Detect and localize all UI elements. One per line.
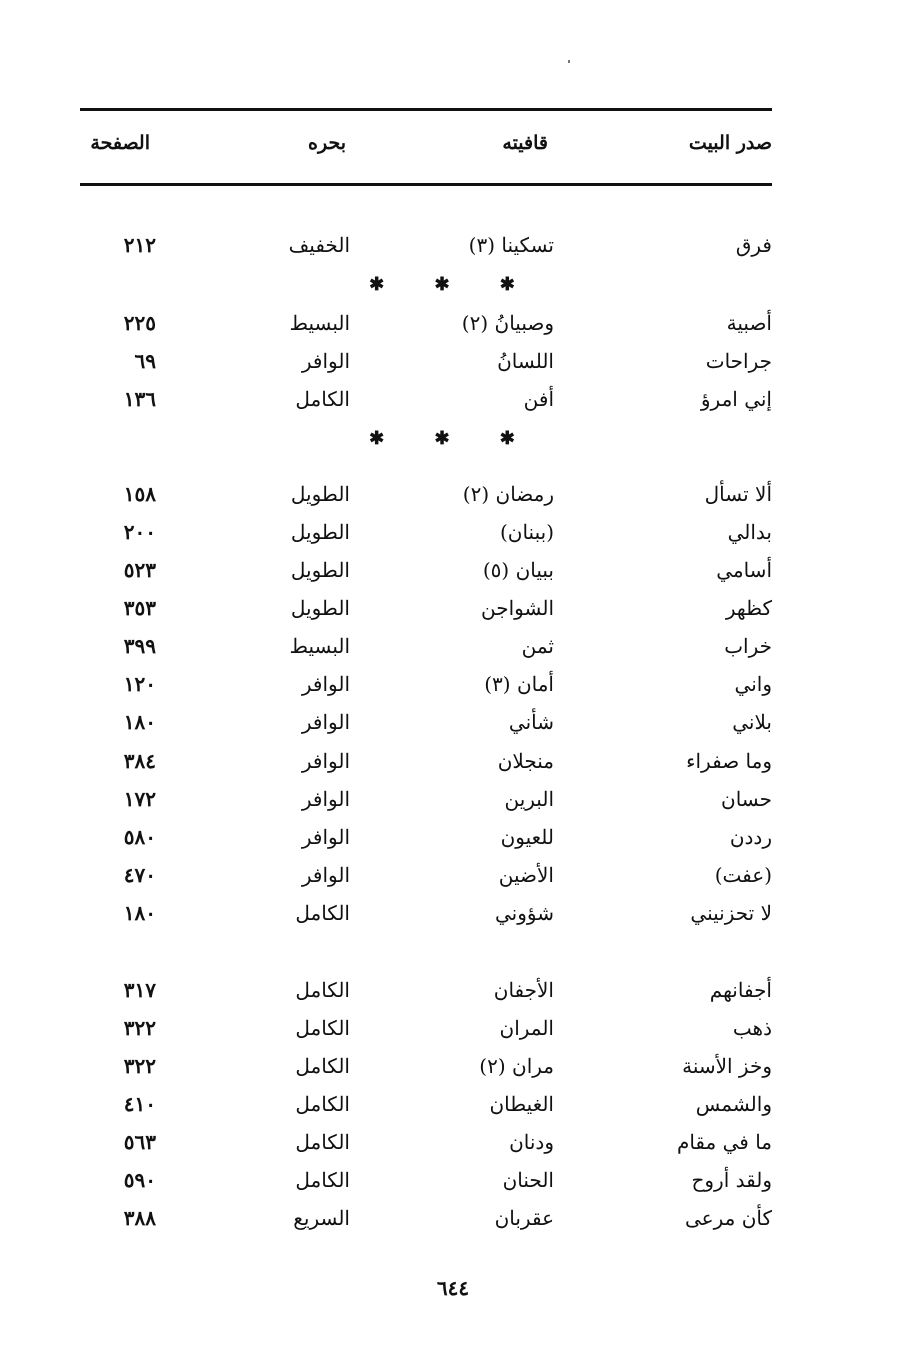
page-ref: ٣٨٨: [123, 1206, 156, 1230]
page-ref: ٥٦٣: [123, 1130, 156, 1154]
table-row: [0, 479, 906, 509]
meter: الوافر: [301, 787, 350, 811]
verse-start: فرق: [735, 233, 772, 257]
verse-start: بلاني: [732, 710, 772, 734]
page-ref: ٥٢٣: [123, 558, 156, 582]
table-row: [0, 517, 906, 547]
rhyme: ببيان (٥): [482, 558, 554, 582]
page-ref: ٤٧٠: [123, 863, 156, 887]
page-ref: ١٣٦: [123, 387, 156, 411]
rhyme: الأجفان: [493, 978, 554, 1002]
verse-start: بدالي: [727, 520, 772, 544]
verse-start: (عفت): [714, 863, 772, 887]
meter: الوافر: [301, 672, 350, 696]
table-row: [0, 308, 906, 338]
table-row: [0, 230, 906, 260]
table-row: [0, 669, 906, 699]
page-ref: ١٥٨: [123, 482, 156, 506]
verse-start: خراب: [724, 634, 772, 658]
table-row: [0, 384, 906, 414]
page-ref: ٥٨٠: [123, 825, 156, 849]
verse-start: ولقد أروح: [691, 1168, 772, 1192]
page-ref: ١٨٠: [123, 710, 156, 734]
verse-start: ما في مقام: [676, 1130, 772, 1154]
header-rule: [80, 183, 772, 186]
table-row: [0, 555, 906, 585]
table-row: [0, 822, 906, 852]
page-ref: ٣٢٢: [123, 1054, 156, 1078]
header-meter: بحره: [308, 132, 346, 154]
rhyme: الأضين: [498, 863, 554, 887]
verse-start: والشمس: [695, 1092, 772, 1116]
meter: الطويل: [290, 482, 350, 506]
verse-start: جراحات: [705, 349, 772, 373]
table-row: [0, 346, 906, 376]
rhyme: وصبيانُ (٢): [461, 311, 554, 335]
verse-start: كظهر: [725, 596, 772, 620]
verse-start: كأن مرعى: [684, 1206, 772, 1230]
header-rhyme: قافيته: [502, 132, 548, 154]
table-row: [0, 860, 906, 890]
table-row: [0, 784, 906, 814]
meter: الوافر: [301, 349, 350, 373]
rhyme: مران (٢): [479, 1054, 554, 1078]
rhyme: الشواجن: [481, 596, 554, 620]
verse-start: وما صفراء: [686, 749, 772, 773]
verse-start: ذهب: [732, 1016, 772, 1040]
page-number: ٦٤٤: [436, 1276, 470, 1300]
meter: الكامل: [295, 1092, 350, 1116]
rhyme: شؤوني: [495, 901, 554, 925]
verse-start: حسان: [721, 787, 772, 811]
meter: الوافر: [301, 710, 350, 734]
rhyme: الغيطان: [489, 1092, 554, 1116]
table-row: [0, 1203, 906, 1233]
table-row: [0, 631, 906, 661]
rhyme: رمضان (٢): [462, 482, 554, 506]
page-ref: ٦٩: [134, 349, 156, 373]
verse-start: رددن: [729, 825, 772, 849]
page-ref: ٤١٠: [123, 1092, 156, 1116]
table-header: [0, 128, 906, 164]
page-ref: ٥٩٠: [123, 1168, 156, 1192]
section-separator: ✱ ✱ ✱: [369, 428, 537, 449]
verse-start: أجفانهم: [709, 978, 772, 1002]
verse-start: أصبية: [726, 311, 772, 335]
page-ref: ٣٥٣: [123, 596, 156, 620]
rhyme: أمان (٣): [484, 672, 554, 696]
header-verse-start: صدر البيت: [688, 132, 772, 154]
meter: البسيط: [289, 634, 350, 658]
meter: الكامل: [295, 1016, 350, 1040]
verse-start: وخز الأسنة: [682, 1054, 772, 1078]
rhyme: أفن: [523, 387, 554, 411]
page-ref: ٣٢٢: [123, 1016, 156, 1040]
table-row: [0, 593, 906, 623]
table-row: [0, 1165, 906, 1195]
meter: السريع: [293, 1206, 350, 1230]
verse-start: لا تحزنيني: [690, 901, 772, 925]
rhyme: عقربان: [494, 1206, 554, 1230]
page-ref: ١٢٠: [123, 672, 156, 696]
meter: الكامل: [295, 1130, 350, 1154]
page-ref: ١٧٢: [123, 787, 156, 811]
page-ref: ٣١٧: [123, 978, 156, 1002]
table-row: [0, 975, 906, 1005]
table-row: [0, 1013, 906, 1043]
meter: الوافر: [301, 749, 350, 773]
verse-start: واني: [734, 672, 772, 696]
meter: الكامل: [295, 1168, 350, 1192]
meter: الوافر: [301, 863, 350, 887]
verse-start: إني امرؤ: [700, 387, 772, 411]
rhyme: المران: [499, 1016, 554, 1040]
print-speck: [568, 60, 570, 63]
meter: الكامل: [295, 387, 350, 411]
meter: الكامل: [295, 901, 350, 925]
page-ref: ٢٠٠: [123, 520, 156, 544]
rhyme: اللسانُ: [497, 349, 554, 373]
table-row: [0, 707, 906, 737]
table-row: [0, 1051, 906, 1081]
rhyme: البرين: [504, 787, 554, 811]
section-separator: ✱ ✱ ✱: [369, 274, 537, 295]
rhyme: شأني: [508, 710, 554, 734]
header-page: الصفحة: [90, 132, 150, 154]
rhyme: منجلان: [497, 749, 554, 773]
top-rule: [80, 108, 772, 111]
table-row: [0, 746, 906, 776]
page-ref: ٢٢٥: [123, 311, 156, 335]
meter: الطويل: [290, 596, 350, 620]
meter: البسيط: [289, 311, 350, 335]
meter: الكامل: [295, 978, 350, 1002]
meter: الطويل: [290, 558, 350, 582]
rhyme: (ببنان): [499, 520, 554, 544]
meter: الوافر: [301, 825, 350, 849]
rhyme: الحنان: [502, 1168, 554, 1192]
meter: الكامل: [295, 1054, 350, 1078]
verse-start: ألا تسأل: [704, 482, 772, 506]
rhyme: ودنان: [509, 1130, 554, 1154]
table-row: [0, 898, 906, 928]
verse-start: أسامي: [716, 558, 772, 582]
rhyme: للعيون: [500, 825, 554, 849]
table-row: [0, 1127, 906, 1157]
page-ref: ٣٨٤: [123, 749, 156, 773]
page-ref: ٢١٢: [123, 233, 156, 257]
meter: الطويل: [290, 520, 350, 544]
table-row: [0, 1089, 906, 1119]
page-ref: ٣٩٩: [123, 634, 156, 658]
page-ref: ١٨٠: [123, 901, 156, 925]
rhyme: تسكينا (٣): [468, 233, 554, 257]
rhyme: ثمن: [521, 634, 554, 658]
meter: الخفيف: [288, 233, 350, 257]
